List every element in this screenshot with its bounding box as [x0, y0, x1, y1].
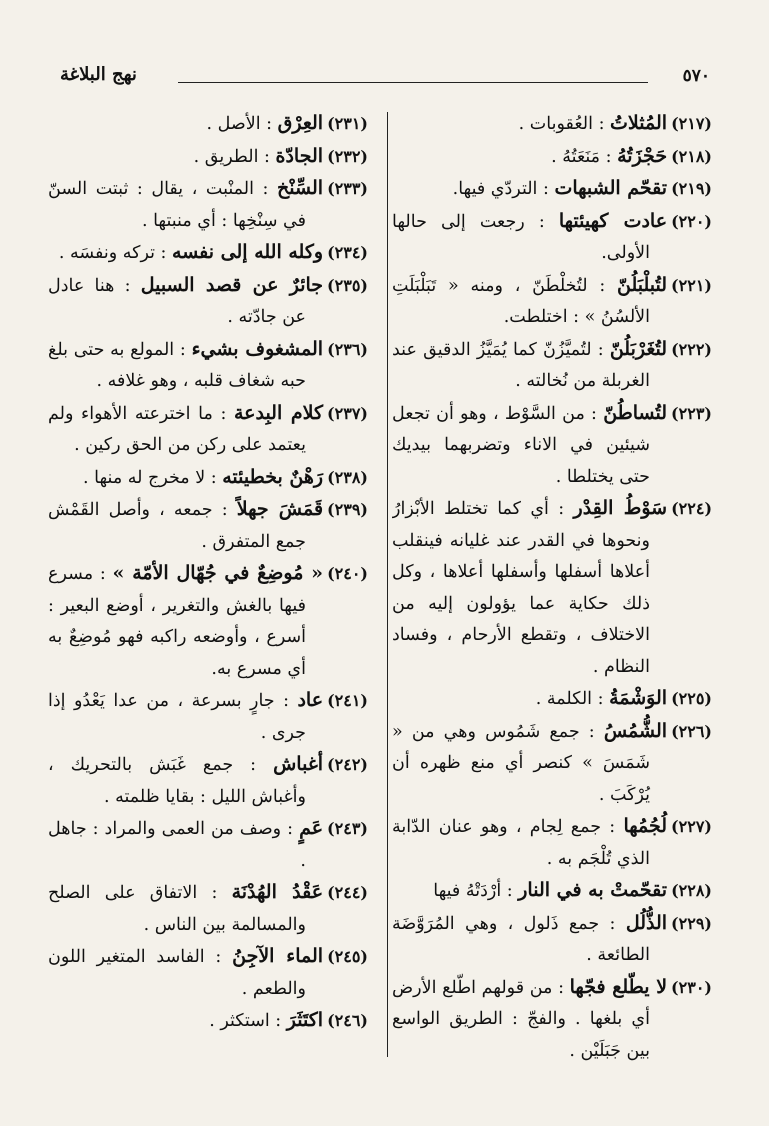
entry-headword: تقحّمتْ به في النار	[518, 879, 668, 901]
glossary-entry	[392, 683, 712, 716]
entry-definition: : جمع ذَلول ، وهي المُرَوَّضَة الطائعة .	[392, 913, 650, 965]
entry-headword: المشغوف بشيء	[191, 337, 324, 360]
entry-headword: لا يطّلع فجّها	[569, 975, 668, 998]
entry-headword: السِّنْخ	[277, 177, 324, 199]
entry-number: (٢٣٧)	[327, 403, 368, 423]
entry-definition: : الطريق .	[193, 146, 270, 167]
running-title: نهج البلاغة	[60, 64, 137, 85]
entry-definition: : التردّي فيها.	[452, 179, 549, 199]
glossary-entry	[48, 877, 368, 941]
glossary-entry	[392, 270, 712, 334]
glossary-entry	[392, 398, 712, 494]
header-rule	[178, 82, 648, 83]
entry-number: (٢٤٤)	[327, 883, 368, 902]
glossary-entry	[392, 493, 712, 683]
glossary-entry	[392, 875, 712, 908]
glossary-entry	[48, 494, 368, 558]
entry-number: (٢٢٠)	[671, 211, 712, 231]
entry-definition: : العُقوبات .	[518, 114, 605, 134]
entry-headword: لتُغَرْبَلُنّ	[609, 337, 668, 360]
entry-headword: المُثلاتُ	[610, 112, 668, 134]
entry-headword: أغباش	[273, 753, 324, 775]
entry-definition: : جمع شَمُوس وهي من « شَمَسَ » كنصر أي منع ظهره أن يُرْكَبَ .	[392, 721, 650, 805]
entry-definition: : وصف من العمى والمراد : جاهل .	[48, 819, 306, 871]
entry-headword: اكتَثَرَ	[286, 1009, 324, 1031]
entry-definition: : أي كما تختلط الأبْزارُ ونحوها في القدر عند غليانه فينقلب أعلاها أسفلها وأسفلها أعلاها ، وكل ذلك حكاية عما يؤولون إليه من الاختلاف ، وتقطع الأرحام ، وفساد النظام .	[392, 499, 650, 677]
entry-definition: : لا مخرج له منها .	[83, 467, 217, 488]
left-column	[48, 108, 368, 1088]
entry-definition: : مَنَعَتُهُ .	[551, 146, 612, 167]
entry-definition: : الكلمة .	[535, 689, 604, 709]
glossary-columns	[48, 108, 712, 1088]
page-header	[60, 62, 710, 92]
entry-headword: حَجْزَتُهُ	[617, 144, 668, 167]
glossary-entry	[48, 398, 368, 462]
entry-definition: : أرْدَتْهُ فيها	[433, 881, 513, 901]
entry-number: (٢١٨)	[671, 146, 712, 166]
glossary-entry	[392, 108, 712, 141]
entry-definition: : من السَّوْط ، وهو أن تجعل شيئين في الاناء وتضربهما بيديك حتى يختلطا .	[392, 403, 650, 487]
glossary-entry	[392, 173, 712, 206]
entry-definition: : مسرع فيها بالغش والتغرير ، أوضع البعير : أسرع ، وأوضعه راكبه فهو مُوضِعٌ به أي مسرع به.	[48, 564, 306, 679]
entry-definition: : الفاسد المتغير اللون والطعم .	[48, 947, 306, 999]
glossary-entry	[48, 941, 368, 1005]
entry-number: (٢٣٠)	[671, 977, 712, 997]
glossary-entry	[48, 558, 368, 685]
entry-number: (٢٤٦)	[327, 1011, 368, 1030]
right-column	[392, 108, 712, 1088]
entry-number: (٢١٩)	[671, 179, 712, 198]
entry-number: (٢٢٤)	[671, 499, 712, 518]
entry-number: (٢٤٣)	[327, 819, 368, 838]
entry-headword: الشُّمُسُ	[603, 719, 668, 742]
entry-headword: عاد	[297, 689, 324, 711]
entry-definition: : رجعت إلى حالها الأولى.	[392, 211, 650, 263]
entry-definition: : الأصل .	[206, 114, 273, 134]
glossary-entry	[48, 749, 368, 813]
entry-number: (٢٤٥)	[327, 947, 368, 966]
entry-headword: جائرٌ عن قصد السبيل	[140, 273, 324, 296]
entry-headword: تقحّم الشبهات	[554, 177, 668, 199]
entry-number: (٢٢١)	[671, 275, 712, 295]
entry-number: (٢٤٢)	[327, 755, 368, 774]
entry-number: (٢٢٥)	[671, 689, 712, 708]
entry-headword: لُجُمُها	[623, 815, 668, 837]
entry-definition: : لتُخلْطَنّ ، ومنه « تَبَلْبَلَتِ الألسُنُ » : اختلطت.	[392, 275, 650, 327]
entry-number: (٢٢٩)	[671, 913, 712, 933]
glossary-entry	[392, 811, 712, 875]
entry-number: (٢٢٧)	[671, 817, 712, 836]
entry-definition: : جارٍ بسرعة ، من عدا يَعْدُو إذا جرى .	[48, 691, 306, 743]
glossary-entry	[48, 334, 368, 398]
entry-definition: : جمع غَبَش بالتحريك ، وأغباش الليل : بقايا ظلمته .	[48, 755, 306, 807]
entry-definition: : استكثر .	[209, 1011, 282, 1031]
glossary-entry	[392, 908, 712, 972]
glossary-entry	[392, 716, 712, 812]
entry-definition: : تركه ونفسَه .	[58, 243, 167, 263]
entry-headword: رَهْنٌ بخطيئته	[222, 465, 324, 488]
glossary-entry	[48, 173, 368, 237]
glossary-entry	[392, 972, 712, 1068]
entry-number: (٢٣٦)	[327, 339, 368, 359]
entry-definition: : المنْبت ، يقال : ثبتت السنّ في سِنْخِها : أي منبتها .	[48, 179, 306, 231]
entry-number: (٢٢٨)	[671, 881, 712, 900]
entry-definition: : المولع به حتى بلغ حبه شغاف قلبه ، وهو غلافه .	[48, 339, 306, 391]
entry-number: (٢٣٣)	[327, 179, 368, 198]
glossary-entry	[48, 108, 368, 141]
entry-headword: قَمَشَ جهلاً	[236, 498, 324, 520]
entry-headword: الجادّة	[275, 144, 324, 167]
entry-definition: : ما اخترعته الأهواء ولم يعتمد على ركن من الحق ركين .	[48, 403, 306, 455]
entry-number: (٢٣٢)	[327, 146, 368, 166]
entry-number: (٢٣١)	[327, 114, 368, 133]
entry-headword: عَمٍ	[299, 817, 324, 839]
entry-headword: كلام البِدعة	[233, 401, 324, 424]
glossary-entry	[48, 462, 368, 495]
glossary-entry	[48, 1005, 368, 1038]
entry-headword: الماء الآجِنُ	[232, 945, 324, 967]
entry-definition: : من قولهم اطّلع الأرض أي بلغها . والفجّ : الطريق الواسع بين جَبَلَيْن .	[392, 977, 650, 1061]
glossary-entry	[48, 813, 368, 877]
entry-headword: الوَشْمَةُ	[609, 687, 668, 709]
entry-number: (٢١٧)	[671, 114, 712, 133]
glossary-entry	[48, 685, 368, 749]
entry-headword: لتُبلْبَلُنّ	[617, 273, 668, 296]
entry-number: (٢٤٠)	[327, 564, 368, 583]
entry-headword: العِرْق	[277, 112, 324, 134]
entry-number: (٢٢٦)	[671, 721, 712, 741]
entry-definition: : هنا عادل عن جادّته .	[48, 275, 306, 327]
entry-headword: سَوْطُ القِدْر	[573, 497, 668, 519]
glossary-entry	[48, 237, 368, 270]
entry-number: (٢٤١)	[327, 691, 368, 710]
entry-number: (٢٢٢)	[671, 339, 712, 359]
entry-headword: عَقْدُ الهُدْنَة	[231, 881, 324, 903]
glossary-entry	[392, 334, 712, 398]
entry-headword: الذُّلُل	[625, 911, 668, 934]
entry-definition: : الاتفاق على الصلح والمسالمة بين الناس .	[48, 883, 306, 935]
entry-headword: عادت كهيئتها	[558, 209, 668, 232]
entry-number: (٢٣٩)	[327, 500, 368, 519]
entry-number: (٢٢٣)	[671, 403, 712, 423]
glossary-entry	[48, 270, 368, 334]
entry-number: (٢٣٤)	[327, 243, 368, 262]
entry-headword: لتُساطُنّ	[603, 401, 668, 424]
entry-headword: وكله الله إلى نفسه	[172, 241, 324, 263]
glossary-entry	[392, 141, 712, 174]
entry-definition: : جمع لِجام ، وهو عنان الدّابة الذي تُلْجَم به .	[392, 817, 650, 869]
glossary-entry	[392, 206, 712, 270]
page-number: ٥٧٠	[682, 66, 710, 86]
column-divider	[387, 112, 388, 1057]
entry-number: (٢٣٥)	[327, 275, 368, 295]
entry-number: (٢٣٨)	[327, 467, 368, 487]
glossary-entry	[48, 141, 368, 174]
entry-definition: : لتُميَّزُنّ كما يُمَيَّزُ الدقيق عند الغربلة من نُخالته .	[392, 339, 650, 391]
entry-headword: « مُوضِعٌ في جُهّال الأمّة »	[112, 562, 324, 584]
entry-definition: : جمعه ، وأصل القَمْش جمع المتفرق .	[48, 500, 306, 552]
